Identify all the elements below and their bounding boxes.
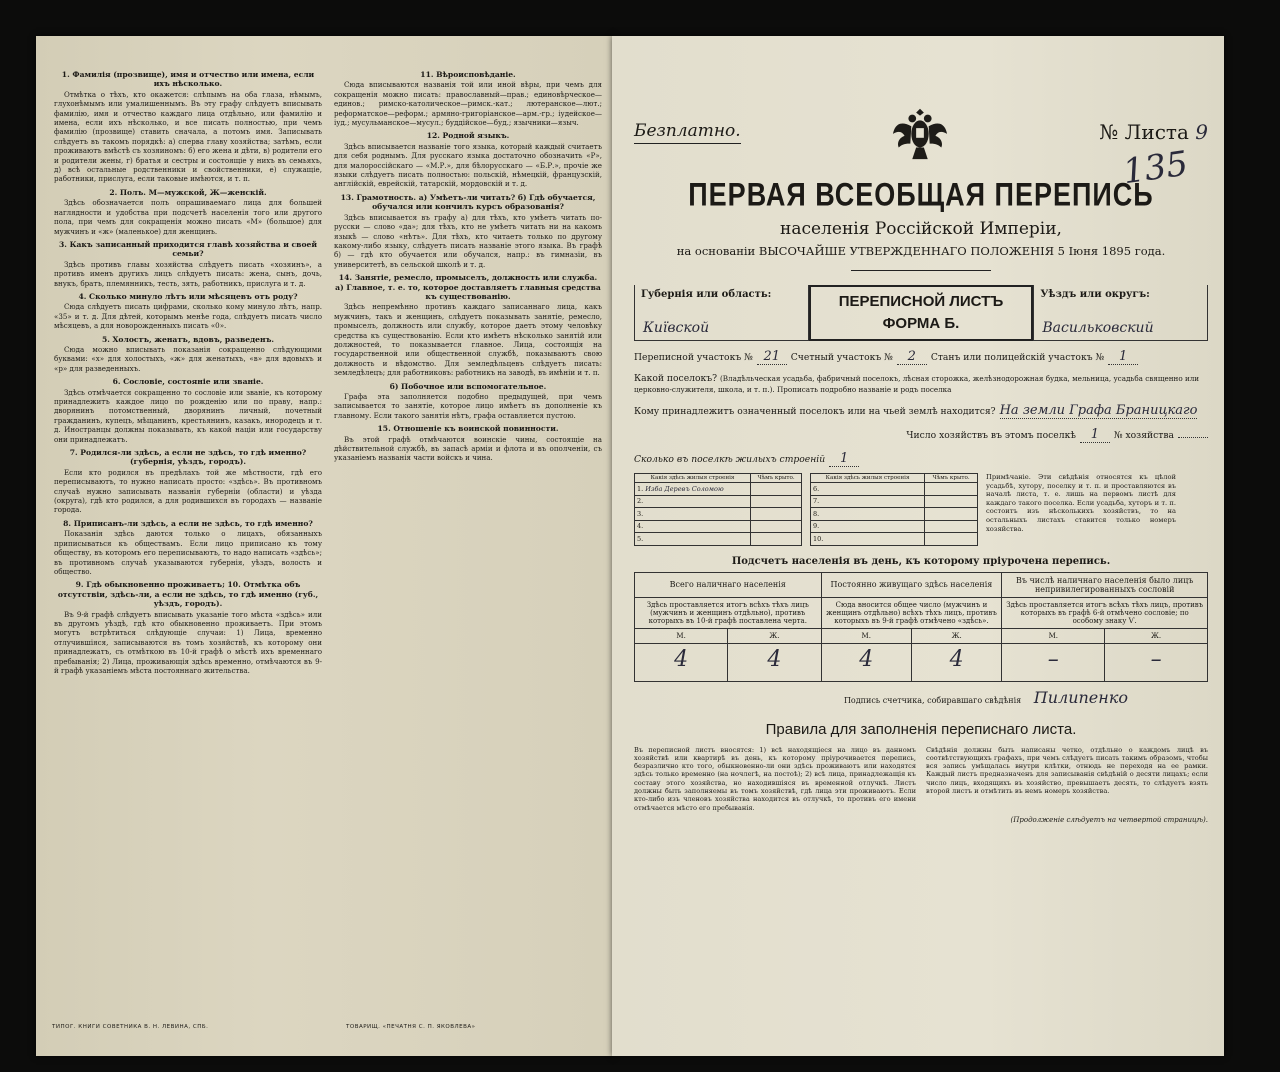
buildings-label: Сколько въ поселкѣ жилыхъ строеній bbox=[634, 454, 826, 465]
instruction-text: Здѣсь обозначается полъ опрашиваемаго лица для большей наглядности и удобства при подсчетѣ населенія того или другого пола, при чемъ для сокращенія можно писать «М» (большое) для мужчинъ и «ж» (маленькое) для женщинъ. bbox=[54, 198, 322, 236]
sheet-number-label: № Листа bbox=[1099, 120, 1189, 144]
uezd-value: Васильковский bbox=[1042, 320, 1154, 336]
rules-text bbox=[634, 746, 1208, 812]
instruction-text: Въ этой графѣ отмѣчаются воинскіе чины, состоящіе на дѣйствительной службѣ, въ запасѣ арміи и флота и въ ополченіи, съ указаніемъ названія части войскъ и чина. bbox=[334, 434, 602, 463]
instruction-text: Здѣсь непремѣнно противъ каждаго записаннаго лица, какъ мужчинъ, такъ и женщинъ, слѣдуетъ показывать занятіе, ремесло, промыселъ, должность или службу, которое даетъ этому человѣку средства къ существованію. Если кто имѣетъ нѣсколько занятій или должностей, то показывается главное. Лица, состоящія на государственной или общественной службѣ, показываютъ свою должность и вѣдомство. Для земледѣльцевъ слѣдуетъ писать: земледѣлецъ; для работниковъ: работникъ на заводѣ, въ имѣніи и т. п. bbox=[334, 302, 602, 378]
double-headed-eagle-emblem bbox=[891, 101, 949, 163]
pop-note-estates: Здѣсь проставляется итогъ всѣхъ тѣхъ лицъ, противъ которыхъ въ графѣ 6-й отмѣчено сословіе; по особому знаку Ѵ. bbox=[1002, 597, 1208, 628]
instruction-heading: 9. Гдѣ обыкновенно проживаетъ; 10. Отмѣтка объ отсутствіи, здѣсь-ли, а если не здѣсь, то гдѣ именно (губ., уѣздъ, городъ). bbox=[57, 580, 319, 609]
instruction-text: Графа эта заполняется подобно предыдущей, при чемъ записывается то занятіе, которое лицо имѣетъ въ дополненіе къ главному. Если такого занятія нѣтъ, графа оставляется пустою. bbox=[334, 392, 602, 420]
instruction-section bbox=[54, 335, 322, 374]
settlement-label: Какой поселокъ? bbox=[634, 373, 718, 384]
sheet-number bbox=[1099, 120, 1208, 144]
census-area-value: 21 bbox=[757, 349, 787, 365]
instruction-heading: 5. Холостъ, женатъ, вдовъ, разведенъ. bbox=[101, 334, 275, 344]
instruction-text: Сюда вписываются названія той или иной вѣры, при чемъ для сокращенія можно писать: православный—прав.; единовѣрческое—единов.; римско-католическое—римск.-кат.; лютеранское—лют.; реформатское—реформ.; армяно-григоріанское—арм.-гр.; іудейское—іуд.; мусульманское—мусул.; буддійское—буд.; язычники—языч. bbox=[334, 80, 602, 128]
instruction-section bbox=[54, 448, 322, 515]
form-title: ПЕРЕПИСНОЙ ЛИСТЪ bbox=[838, 293, 1004, 310]
buildings-section bbox=[634, 473, 1208, 546]
instruction-section bbox=[54, 188, 322, 236]
female-header: Ж. bbox=[911, 628, 1001, 643]
instruction-heading: 13. Грамотность. а) Умѣетъ-ли читать? б) Гдѣ обучается, обучался или кончилъ курсъ образованія? bbox=[340, 192, 596, 212]
instruction-section bbox=[334, 382, 602, 421]
rules-right-column: Свѣдѣнія должны быть написаны четко, отдѣльно о каждомъ лицѣ въ соотвѣтствующихъ графахъ, при чемъ слѣдуетъ писать такимъ образомъ, чтобы вся запись умѣщалась внутри клѣтки, отнюдь не переходя на ее рамки. Каждый листъ предназначенъ для записыванія свѣдѣній о десяти лицахъ; если число лицъ, входящихъ въ хозяйство, превышаетъ десять, то слѣдуетъ взять второй листъ и отмѣтить въ немъ номеръ хозяйства. bbox=[926, 745, 1208, 795]
enumerator-signature bbox=[634, 688, 1208, 707]
estates-male: – bbox=[1002, 643, 1105, 681]
instruction-text: Показанія здѣсь даются только о лицахъ, обязанныхъ приписываться къ обществамъ. Если лицо приписано къ тому обществу, въ которомъ его переписываютъ, то надо написать «здѣсь»; въ противномъ случаѣ указываются губернія, уѣздъ, волость и общество. bbox=[54, 529, 322, 576]
legal-basis: на основаніи ВЫСОЧАЙШЕ УТВЕРЖДЕННАГО ПОЛОЖЕНІЯ 5 Іюня 1895 года. bbox=[676, 244, 1166, 258]
printer-imprint-left: ТИПОГ. КНИГИ СОВЕТНИКА В. Н. ЛЕВИНА, СПБ. bbox=[52, 1024, 209, 1030]
divider bbox=[851, 270, 991, 271]
instruction-section bbox=[334, 70, 602, 127]
uezd-label: Уѣздъ или округъ: bbox=[1040, 289, 1150, 300]
areas-line bbox=[634, 349, 1208, 365]
free-label: Безплатно. bbox=[634, 121, 741, 144]
pop-note-resident: Сюда вносится общее число (мужчинъ и женщинъ отдѣльно) всѣхъ тѣхъ лицъ, противъ которыхъ въ 9-й графѣ отмѣчено «здѣсь». bbox=[821, 597, 1002, 628]
instruction-text: Здѣсь вписывается въ графу а) для тѣхъ, кто умѣетъ читать по-русски — слово «да»; для тѣхъ, кто не умѣетъ читать ни на какомъ языкѣ — слово «нѣтъ». Для тѣхъ, кто читаетъ только по другому какому-либо языку, слѣдуетъ писать названіе этого языка. Въ графѣ б) — гдѣ кто обучается или обучался, напр.: въ гимназіи, въ университетѣ, въ сельской школѣ и т. д. bbox=[334, 212, 602, 269]
male-header: М. bbox=[821, 628, 911, 643]
gubernia-value: Київской bbox=[643, 320, 710, 336]
stan-value: 1 bbox=[1108, 349, 1138, 365]
owner-line bbox=[634, 403, 1208, 419]
instruction-heading: 2. Полъ. М—мужской, Ж—женскій. bbox=[109, 187, 267, 197]
instruction-section bbox=[54, 292, 322, 331]
instruction-heading: 14. Занятіе, ремесло, промыселъ, должность или служба. а) Главное, т. е. то, которое доставляетъ главныя средства къ существованію. bbox=[335, 273, 601, 301]
gubernia-box bbox=[634, 285, 809, 341]
settlement-note: (Владѣльческая усадьба, фабричный поселокъ, лѣсная сторожка, желѣзнодорожная будка, мельница, усадьба священно или церковно-служителя, школа, и т. п.). Прописать подробно названіе и родъ поселка bbox=[634, 374, 1200, 394]
instruction-text: Если кто родился въ предѣлахъ той же мѣстности, гдѣ его переписываютъ, то нужно написать просто: «здѣсь». Въ противномъ случаѣ нужно записывать названія губерніи (области) и уѣзда (округа), гдѣ кто родился, а для родившихся въ городахъ — названіе города. bbox=[54, 467, 322, 515]
resident-male: 4 bbox=[821, 643, 911, 681]
instruction-section bbox=[54, 580, 322, 675]
table-row: 9. bbox=[811, 520, 978, 533]
handwritten-page-number: 135 bbox=[1120, 143, 1191, 193]
instructions-page bbox=[36, 36, 614, 1056]
table-row: 4. bbox=[635, 520, 802, 533]
form-type-box bbox=[809, 285, 1034, 341]
instruction-text: Въ 9-й графѣ слѣдуетъ вписывать указаніе того мѣста «здѣсь» или въ другомъ уѣздѣ, гдѣ кто обыкновенно проживаетъ. При этомъ могутъ встрѣтиться слѣдующіе случаи: 1) Лица, временно отлучившіяся, записываются въ томъ хозяйствѣ, къ которому они принадлежатъ, съ отмѣткою въ 10-й графѣ о мѣстѣ ихъ временнаго пребыванія; 2) Лица, проживающія здѣсь временно, отмѣчаются въ 9-й графѣ указаніемъ мѣста постояннаго жительства. bbox=[54, 609, 322, 675]
total-female: 4 bbox=[728, 643, 821, 681]
form-number: ФОРМА Б. bbox=[882, 315, 960, 332]
table-row: 1. Изба Деревъ Соломою bbox=[635, 483, 802, 496]
table-row: 8. bbox=[811, 508, 978, 521]
total-male: 4 bbox=[635, 643, 728, 681]
buildings-table-right bbox=[810, 473, 978, 546]
stan-label: Станъ или полицейскій участокъ № bbox=[930, 352, 1105, 363]
gubernia-label: Губернія или область: bbox=[641, 289, 772, 300]
household-number-value bbox=[1178, 437, 1208, 438]
estates-female: – bbox=[1105, 643, 1208, 681]
instruction-section bbox=[334, 131, 602, 188]
household-number-label: № хозяйства bbox=[1113, 430, 1174, 441]
buildings-table-left bbox=[634, 473, 802, 546]
instruction-heading: 15. Отношеніе къ воинской повинности. bbox=[377, 424, 559, 434]
instruction-text: Здѣсь противъ главы хозяйства слѣдуетъ писать «хозяинъ», а противъ именъ другихъ лицъ слѣдуетъ писать: жена, сынъ, дочь, внукъ, братъ, племянникъ, тесть, зять, работникъ, прислуга и т. д. bbox=[54, 259, 322, 288]
building-1-value: Изба Деревъ Соломою bbox=[645, 484, 724, 493]
pop-note-total: Здѣсь проставляется итогъ всѣхъ тѣхъ лицъ (мужчинъ и женщинъ отдѣльно), противъ которыхъ въ 10-й графѣ поставлена черта. bbox=[635, 597, 822, 628]
pop-col-estates: Въ числѣ наличнаго населенія было лицъ непривилегированныхъ сословій bbox=[1002, 572, 1208, 597]
instruction-section bbox=[54, 240, 322, 288]
male-header: М. bbox=[635, 628, 728, 643]
owner-value: На земли Графа Браницкаго bbox=[999, 403, 1198, 418]
buildings-line bbox=[634, 451, 1208, 467]
pop-col-total: Всего наличнаго населенія bbox=[635, 572, 822, 597]
instruction-heading: 7. Родился-ли здѣсь, а если не здѣсь, то гдѣ именно? (губернія, уѣздъ, городъ). bbox=[69, 448, 307, 467]
printer-imprint-right: ТОВАРИЩ. «ПЕЧАТНЯ С. П. ЯКОВЛЕВА» bbox=[346, 1024, 476, 1030]
instruction-section bbox=[54, 519, 322, 576]
buildings-col-type: Какія здѣсь жилыя строенія bbox=[635, 474, 751, 483]
instruction-text: Здѣсь вписывается названіе того языка, который каждый считаетъ для себя роднымъ. Для русскаго языка достаточно обозначить «Р», для малороссійскаго — «М.Р.», для бѣлорусскаго — «Б.Р.», прочіе же языки слѣдуетъ писать полностью: польскій, нѣмецкій, французскій, англійскій, еврейскій, татарскій, мордовскій и т. д. bbox=[334, 141, 602, 189]
buildings-col-roof: Чѣмъ крыто. bbox=[925, 474, 978, 483]
census-form-page bbox=[612, 36, 1224, 1056]
households-value: 1 bbox=[1080, 427, 1110, 443]
instruction-section bbox=[334, 193, 602, 269]
rules-left-column: Въ переписной листъ вносятся: 1) всѣ находящіеся на лицо въ данномъ хозяйствѣ или квартирѣ въ день, къ которому пріурочивается перепись, безразлично кто того, обыкновенно-ли они здѣсь проживаютъ или находятся здѣсь только временно (на ночлегѣ, на постоѣ); 2) всѣ лица, принадлежащія къ составу этого хозяйства, но находившіяся въ временной отлучкѣ. Листъ должны быть заполняемы въ томъ хозяйствѣ, гдѣ лица эти проживаютъ. Если кто-либо изъ членовъ хозяйства находится въ отлучкѣ, то противъ его имени отмѣчается мѣсто его пребыванія. bbox=[634, 745, 916, 812]
female-header: Ж. bbox=[728, 628, 821, 643]
households-label: Число хозяйствъ въ этомъ поселкѣ bbox=[906, 430, 1076, 441]
rules-title: Правила для заполненія переписнаго листа. bbox=[765, 720, 1077, 738]
table-row: 7. bbox=[811, 495, 978, 508]
settlement-line bbox=[634, 373, 1208, 395]
signature-value: Пилипенко bbox=[1033, 687, 1128, 707]
buildings-value: 1 bbox=[829, 451, 859, 467]
buildings-col-roof: Чѣмъ крыто. bbox=[751, 474, 802, 483]
owner-label: Кому принадлежитъ означенный поселокъ или на чьей землѣ находится? bbox=[634, 406, 996, 417]
census-area-label: Переписной участокъ № bbox=[634, 352, 753, 363]
sheet-number-value: 9 bbox=[1195, 120, 1208, 144]
count-area-label: Счетный участокъ № bbox=[790, 352, 893, 363]
pop-col-resident: Постоянно живущаго здѣсь населенія bbox=[821, 572, 1002, 597]
instruction-text: Сюда слѣдуетъ писать цифрами, сколько кому минуло лѣтъ, напр. «35» и т. д. Для дѣтей, которымъ менѣе года, слѣдуетъ писать число мѣсяцевъ, а для новорожденныхъ писать «0». bbox=[54, 302, 322, 331]
instructions-column-1 bbox=[54, 68, 322, 998]
instruction-text: Сюда можно вписывать показанія сокращенно слѣдующими буквами: «х» для холостыхъ, «ж» для женатыхъ, «в» для вдовыхъ и «р» для разведенныхъ. bbox=[54, 344, 322, 373]
table-row: 2. bbox=[635, 495, 802, 508]
instruction-section bbox=[334, 273, 602, 377]
count-area-value: 2 bbox=[897, 349, 927, 365]
instruction-section bbox=[334, 424, 602, 463]
instruction-heading: б) Побочное или вспомогательное. bbox=[389, 381, 547, 391]
signature-label: Подпись счетчика, собиравшаго свѣдѣнія bbox=[843, 695, 1022, 705]
population-table bbox=[634, 572, 1208, 682]
table-row: 5. bbox=[635, 533, 802, 546]
male-header: М. bbox=[1002, 628, 1105, 643]
population-heading: Подсчетъ населенія въ день, къ которому пріурочена перепись. bbox=[731, 555, 1111, 567]
buildings-note: Примѣчаніе. Эти свѣдѣнія относятся къ цѣлой усадьбѣ, хутору, поселку и т. п. и проставляются въ началѣ листа, т. е. лишь на первомъ листѣ для каждаго такого поселка. Если усадьба, хуторъ и т. п. состоитъ изъ нѣсколькихъ хозяйствъ, то на остальныхъ листахъ ставится только номеръ хозяйства. bbox=[986, 473, 1176, 533]
region-row bbox=[634, 285, 1208, 341]
instruction-heading: 12. Родной языкъ. bbox=[426, 131, 510, 141]
census-title: ПЕРВАЯ ВСЕОБЩАЯ ПЕРЕПИСЬ bbox=[688, 176, 1154, 213]
households-line bbox=[634, 427, 1208, 443]
table-row: 6. bbox=[811, 483, 978, 496]
instruction-text: Здѣсь отмѣчается сокращенно то сословіе или званіе, къ которому принадлежитъ каждое лицо по рожденію или по праву, напр.: дворянинъ потомственный, дворянинъ личный, почетный гражданинъ, купецъ, мѣщанинъ, крестьянинъ, казакъ, инородецъ и т. д. Иностранцы должны показывать, къ какой націи или государству они принадлежатъ. bbox=[54, 387, 322, 444]
buildings-col-type: Какія здѣсь жилыя строенія bbox=[811, 474, 925, 483]
instruction-heading: 3. Какъ записанный приходится главѣ хозяйства и своей семьи? bbox=[59, 239, 317, 259]
instruction-section bbox=[54, 377, 322, 444]
instruction-heading: 6. Сословіе, состояніе или званіе. bbox=[112, 377, 264, 387]
resident-female: 4 bbox=[911, 643, 1001, 681]
instruction-heading: 4. Сколько минуло лѣтъ или мѣсяцевъ отъ роду? bbox=[78, 291, 298, 301]
uezd-box bbox=[1033, 285, 1208, 341]
instruction-heading: 11. Вѣроисповѣданіе. bbox=[420, 70, 516, 79]
table-row: 10. bbox=[811, 533, 978, 546]
instruction-section bbox=[54, 70, 322, 184]
table-row: 3. bbox=[635, 508, 802, 521]
census-subtitle: населенія Россійской Имперіи, bbox=[780, 219, 1062, 239]
instruction-heading: 8. Приписанъ-ли здѣсь, а если не здѣсь, то гдѣ именно? bbox=[63, 518, 313, 528]
instruction-text: Отмѣтка о тѣхъ, кто окажется: слѣпымъ на оба глаза, нѣмымъ, глухонѣмымъ или умалишеннымъ. Въ эту графу слѣдуетъ вписывать фамилію, имя и отчество каждаго лица отдѣльно, или фамилію и имена, если ихъ нѣсколько, и все писать полностью, при чемъ фамилію (прозвище) ставить сначала, а потомъ имя. Записывать слѣдуетъ въ такомъ порядкѣ: а) сперва главу хозяйства; затѣмъ, если проживаютъ вмѣстѣ съ хозяиномъ: б) его жена и дѣти, в) родители его и родители жены, г) братья и сестры и состоящіе у нихъ въ семьяхъ, д) всѣ остальные родственники и свойственники, е) служащіе, работники, прислуга, если таковые имѣются, и т. п. bbox=[54, 89, 322, 184]
continued-note: (Продолженіе слѣдуетъ на четвертой страницѣ). bbox=[1010, 815, 1208, 824]
instructions-column-2 bbox=[334, 68, 602, 998]
female-header: Ж. bbox=[1105, 628, 1208, 643]
instruction-heading: 1. Фамилія (прозвище), имя и отчество или имена, если ихъ нѣсколько. bbox=[61, 70, 315, 89]
